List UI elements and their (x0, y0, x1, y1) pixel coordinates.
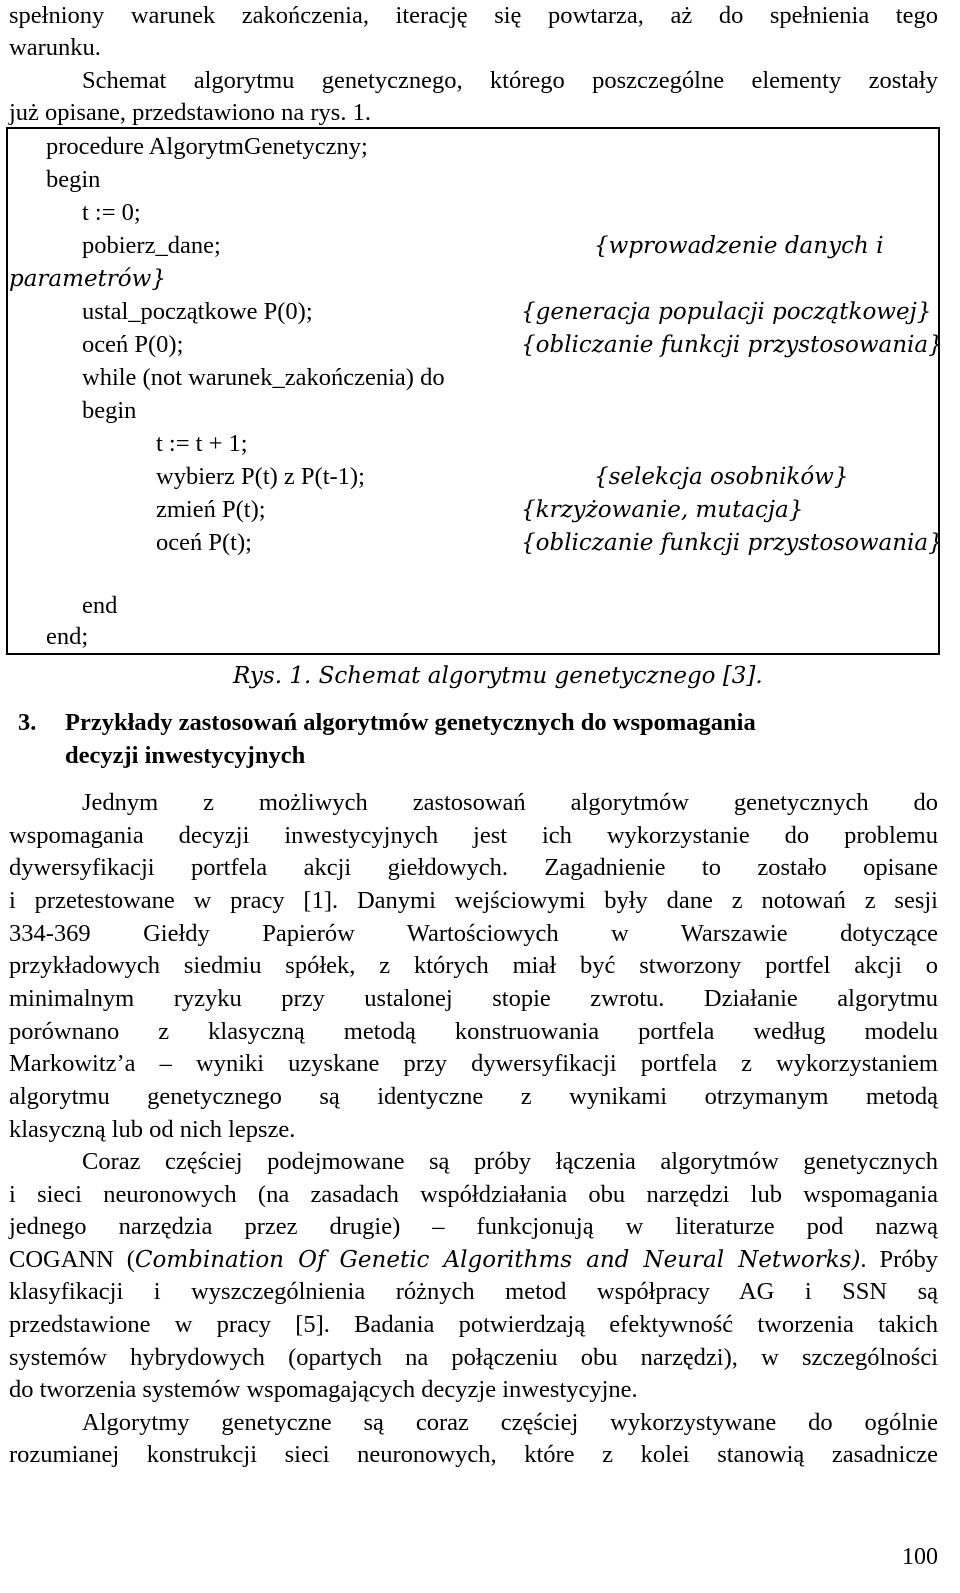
text-line: i przetestowane w pracy [1]. Danymi wejściowymi były dane z notowań z sesji (9, 887, 938, 914)
text-line: i sieci neuronowych (na zasadach współdziałania obu narzędzi lub wspomagania (9, 1181, 938, 1208)
section-number: 3. (18, 709, 37, 736)
text-line: rozumianej konstrukcji sieci neuronowych, które z kolei stanowią zasadnicze (9, 1441, 938, 1468)
text-line: już opisane, przedstawiono na rys. 1. (9, 99, 371, 126)
text-line: algorytmu genetycznego są identyczne z wynikami otrzymanym metodą (9, 1083, 938, 1110)
text-line: jednego narzędzia przez drugie) – funkcjonują w literaturze pod nazwą (9, 1213, 938, 1240)
code-line: wybierz P(t) z P(t-1); (156, 463, 365, 490)
text-line: porównano z klasyczną metodą konstruowania portfela według modelu (9, 1018, 938, 1045)
code-line: ustal_początkowe P(0); (82, 298, 313, 325)
code-line: oceń P(0); (82, 331, 184, 358)
text-span: COGANN ( (9, 1246, 135, 1273)
text-span-italic: Combination Of Genetic Algorithms and Neural Networks) (134, 1247, 861, 1273)
text-line: Schemat algorytmu genetycznego, którego poszczególne elementy zostały (82, 67, 938, 94)
text-line: klasyczną lub od nich lepsze. (9, 1116, 296, 1143)
text-line: do tworzenia systemów wspomagających decyzje inwestycyjne. (9, 1376, 638, 1403)
code-comment: parametrów} (9, 266, 166, 292)
code-line: end; (46, 623, 89, 650)
code-line: begin (46, 166, 101, 193)
text-line: warunku. (9, 34, 101, 61)
code-line: procedure AlgorytmGenetyczny; (46, 133, 368, 160)
code-comment: {wprowadzenie danych i (594, 233, 884, 259)
code-comment: {obliczanie funkcji przystosowania} (521, 530, 943, 556)
text-line: Jednym z możliwych zastosowań algorytmów genetycznych do (82, 789, 938, 816)
code-comment: {krzyżowanie, mutacja} (521, 497, 804, 523)
text-line: wspomagania decyzji inwestycyjnych jest ich wykorzystanie do problemu (9, 822, 938, 849)
code-comment: {obliczanie funkcji przystosowania} (521, 332, 943, 358)
code-line: begin (82, 397, 137, 424)
text-line: 334-369 Giełdy Papierów Wartościowych w Warszawie dotyczące (9, 920, 938, 947)
code-line: t := t + 1; (156, 430, 248, 457)
text-line: Markowitz’a – wyniki uzyskane przy dywersyfikacji portfela z wykorzystaniem (9, 1050, 938, 1077)
text-line: klasyfikacji i wyszczególnienia różnych metod współpracy AG i SSN są (9, 1278, 938, 1305)
section-title: Przykłady zastosowań algorytmów genetycznych do wspomagania (65, 709, 756, 736)
text-line: przedstawione w pracy [5]. Badania potwierdzają efektywność tworzenia takich (9, 1311, 938, 1338)
text-span: . Próby (860, 1246, 938, 1273)
code-line: end (82, 592, 118, 619)
figure-caption: Rys. 1. Schemat algorytmu genetycznego [3]. (233, 663, 763, 689)
code-line: zmień P(t); (156, 496, 266, 523)
page-number: 100 (902, 1544, 938, 1570)
code-line: while (not warunek_zakończenia) do (82, 364, 445, 391)
code-line: oceń P(t); (156, 529, 252, 556)
text-line: systemów hybrydowych (opartych na połączeniu obu narzędzi), w szczególności (9, 1344, 938, 1371)
section-title: decyzji inwestycyjnych (65, 742, 306, 769)
text-line: minimalnym ryzyku przy ustalonej stopie zwrotu. Działanie algorytmu (9, 985, 938, 1012)
text-line (9, 1244, 938, 1277)
text-line: spełniony warunek zakończenia, iterację się powtarza, aż do spełnienia tego (9, 2, 938, 29)
text-line: przykładowych siedmiu spółek, z których miał być stworzony portfel akcji o (9, 952, 938, 979)
text-line: Algorytmy genetyczne są coraz częściej wykorzystywane do ogólnie (82, 1409, 938, 1436)
text-line: Coraz częściej podejmowane są próby łączenia algorytmów genetycznych (82, 1148, 938, 1175)
code-line: t := 0; (82, 199, 141, 226)
code-comment: {selekcja osobników} (594, 464, 849, 490)
code-line: pobierz_dane; (82, 232, 221, 259)
code-comment: {generacja populacji początkowej} (521, 299, 932, 325)
text-line: dywersyfikacji portfela akcji giełdowych. Zagadnienie to zostało opisane (9, 854, 938, 881)
